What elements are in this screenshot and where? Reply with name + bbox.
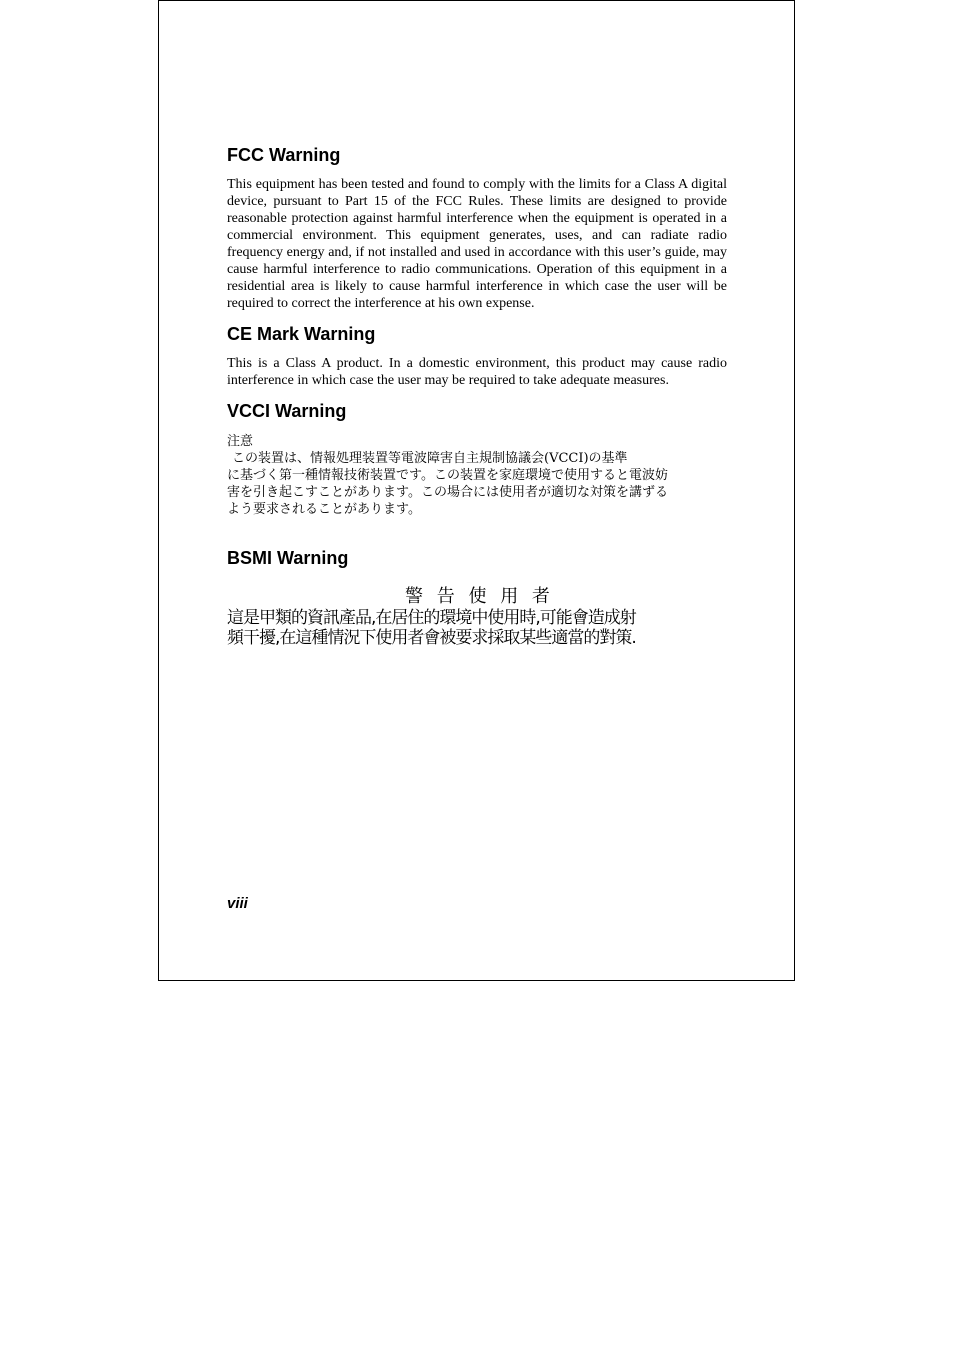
vcci-warning-heading: VCCI Warning xyxy=(227,401,347,421)
bsmi-warning-text xyxy=(227,586,727,648)
vcci-line: この装置は、情報処理装置等電波障害自主規制協議会(VCCI)の基準 xyxy=(232,451,628,466)
bsmi-line: 這是甲類的資訊產品,在居住的環境中使用時,可能會造成射 xyxy=(227,608,636,628)
vcci-line: に基づく第一種情報技術装置です。この装置を家庭環境で使用すると電波妨 xyxy=(227,468,668,483)
ce-mark-warning-heading: CE Mark Warning xyxy=(227,324,376,344)
page-content xyxy=(227,140,727,648)
bsmi-title: 警 告 使 用 者 xyxy=(405,586,554,607)
bsmi-warning-heading: BSMI Warning xyxy=(227,548,349,568)
vcci-line: よう要求されることがあります。 xyxy=(227,502,421,517)
fcc-warning-heading: FCC Warning xyxy=(227,145,341,165)
page-number: viii xyxy=(227,895,248,912)
bsmi-line: 頻干擾,在這種情況下使用者會被要求採取某些適當的對策. xyxy=(227,628,636,648)
ce-mark-warning-text: This is a Class A product. In a domestic environment, this product may cause radio interference in which case the user may be required to take adequate measures. xyxy=(227,356,727,388)
fcc-warning-text: This equipment has been tested and found to comply with the limits for a Class A digital device, pursuant to Part 15 of the FCC Rules. These limits are designed to provide reasonable protection against harmful interference when the equipment is operated in a commercial environment. This equipment generates, uses, and can radiate radio frequency energy and, if not installed and used in accordance with this user’s guide, may cause harmful interference to radio communications. Operation of this equipment in a residential area is likely to cause harmful interference in which case the user will be required to correct the interference at his own expense. xyxy=(227,177,727,311)
vcci-warning-text xyxy=(227,433,727,518)
vcci-line: 注意 xyxy=(227,434,254,449)
vcci-line: 害を引き起こすことがあります。この場合には使用者が適切な対策を講ずる xyxy=(227,485,668,500)
